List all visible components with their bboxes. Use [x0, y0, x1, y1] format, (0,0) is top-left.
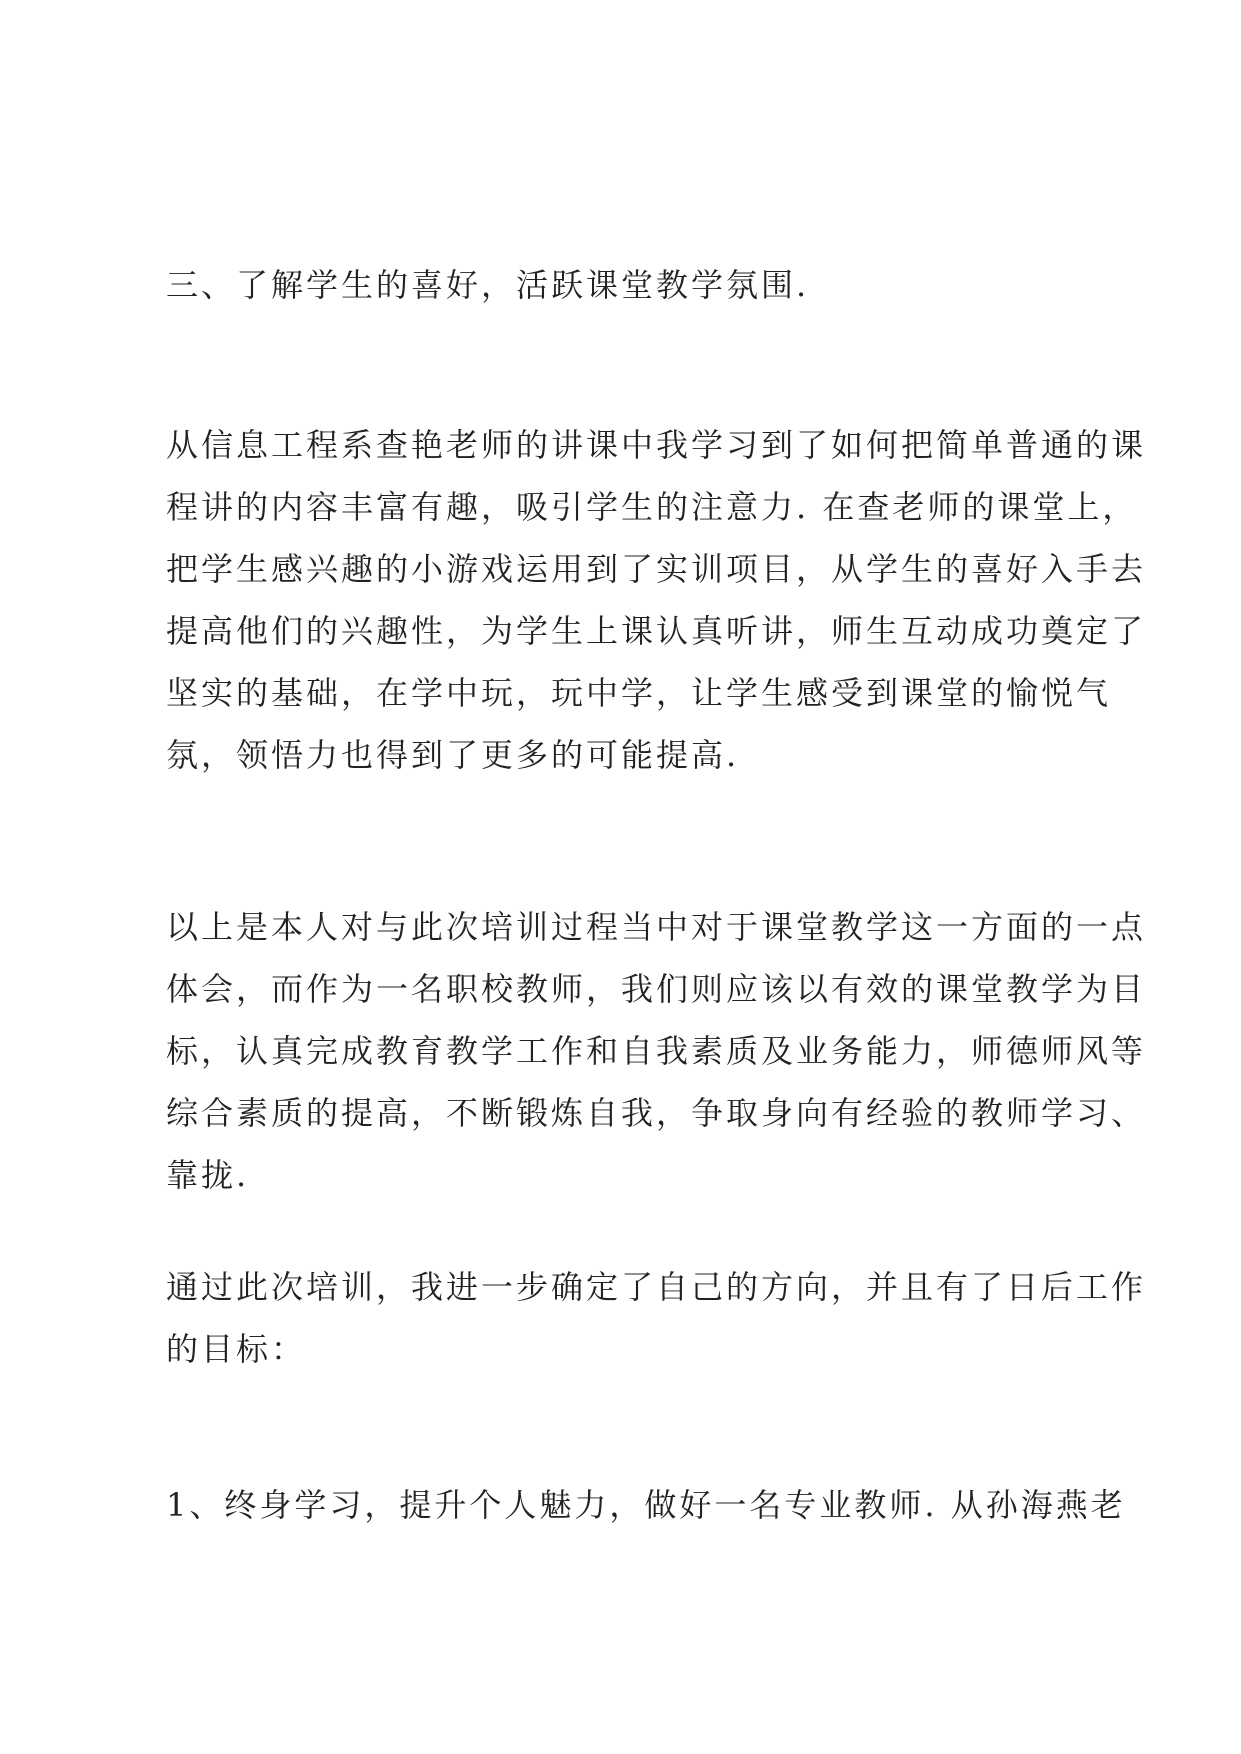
text-line: 通过此次培训，我进一步确定了自己的方向，并且有了日后工作	[166, 1268, 1147, 1306]
text-line: 体会，而作为一名职校教师，我们则应该以有效的课堂教学为目	[166, 970, 1147, 1008]
text-line: 的目标：	[166, 1330, 307, 1368]
text-line: 从信息工程系查艳老师的讲课中我学习到了如何把简单普通的课	[166, 426, 1147, 464]
text-line: 程讲的内容丰富有趣，吸引学生的注意力. 在查老师的课堂上，	[166, 488, 1138, 526]
text-line: 综合素质的提高，不断锻炼自我，争取身向有经验的教师学习、	[166, 1094, 1147, 1132]
text-line: 靠拢.	[166, 1156, 250, 1194]
text-line: 把学生感兴趣的小游戏运用到了实训项目，从学生的喜好入手去	[166, 550, 1147, 588]
paragraph-3	[166, 1256, 1147, 1380]
paragraph-1	[166, 414, 1147, 786]
text-line: 以上是本人对与此次培训过程当中对于课堂教学这一方面的一点	[166, 908, 1147, 946]
paragraph-2	[166, 896, 1147, 1206]
text-line: 1、终身学习，提升个人魅力，做好一名专业教师. 从孙海燕老	[166, 1486, 1126, 1524]
text-line: 标，认真完成教育教学工作和自我素质及业务能力，师德师风等	[166, 1032, 1147, 1070]
section-heading	[166, 254, 1096, 316]
text-line: 提高他们的兴趣性，为学生上课认真听讲，师生互动成功奠定了	[166, 612, 1147, 650]
paragraph-4	[166, 1474, 1126, 1536]
text-line: 氛，领悟力也得到了更多的可能提高.	[166, 736, 740, 774]
heading-line: 三、了解学生的喜好，活跃课堂教学氛围.	[166, 266, 810, 304]
text-line: 坚实的基础，在学中玩，玩中学，让学生感受到课堂的愉悦气	[166, 674, 1112, 712]
